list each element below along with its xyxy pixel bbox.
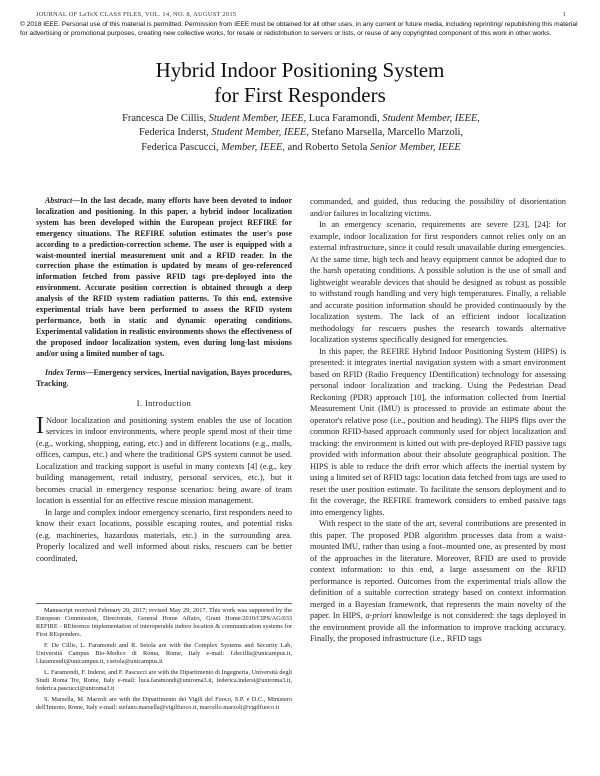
drop-cap: I <box>36 412 44 439</box>
footnotes <box>36 603 292 715</box>
author-text: Stefano Marsella, Marcello Marzoli, <box>308 127 464 139</box>
author-text: Federica Inderst, <box>138 127 212 139</box>
index-terms <box>36 368 292 390</box>
author-list <box>36 112 566 155</box>
index-terms-label: Index Terms <box>45 367 86 377</box>
author-text: Federica Pascucci, <box>141 141 222 153</box>
author-affil: Senior Member, IEEE <box>369 141 461 153</box>
footnote-affiliation-1: F. De Cillis, L. Faramondi and R. Setola are with the Complex Systems and Security Lab, Università Campus Bio-Medico di Roma, Rome, Italy e-mail: f.decillis@unicampus.it, l.faramondi@unicampus.it, r.setola@unicampus.it <box>36 641 292 666</box>
body-text: With respect to the state of the art, several contributions are presented in this paper. The proposed PDR algorithm processes data from a waist-mounted IMU, rather than using a foot–mounted one, as presented by most of the approaches in the literature. Moreover, RFID are used to provide context information: to this end, a large assessment on the RFID performance is reported. Outcomes from the experimental trials allow the definition of a suitable correction strategy based on context information merged in a Bayesian framework, that represents the main novelty of the paper. In HIPS, <box>310 519 566 620</box>
paper-title <box>0 58 600 108</box>
abstract-text: —In the last decade, many efforts have been devoted to indoor localization and positioning. In this paper, a hybrid indoor localization system has been developed within the European project REFIRE for emergency situations. The REFIRE solution estimates the user's pose according to a prediction-correction scheme. The user is equipped with a waist-mounted inertial measurement unit and a RFID reader. In the correction phase the estimation is updated by means of geo-referenced information fetched from passive RFID tags pre-deployed into the environment. Accurate position correction is obtained through a deep analysis of the RFID system radiation patterns. To this end, extensive experimental trials have been performed to assess the RFID system performance, both in static and dynamic operating conditions. Experimental validation in realistic environments shows the effectiveness of the proposed indoor localization system, even during long-last missions and/or using a limited number of tags. <box>36 196 292 358</box>
abstract-label: Abstract <box>45 196 73 205</box>
author-affil: Student Member, IEEE, <box>211 127 309 139</box>
author-text: and Roberto Setola <box>284 141 370 153</box>
footnote-manuscript: Manuscript received February 20, 2017; revised May 29, 2017. This work was supported by the European Commission, Directorate, General Home Affairs, Grant Home/2010/CIPS/AG/033 REFIRE - REference implementation of interoperable indoor location & communication systems for First REsponders. <box>36 607 292 639</box>
body-paragraph-2: In this paper, the REFIRE Hybrid Indoor Positioning System (HIPS) is presented: it integrates inertial navigation system with a smart environment based on RFID (Radio Frequency IDentification) technology for assessing personal indoor localization and tracking. Using the Pedestrian Dead Reckoning (PDR) approach [10], the information collected from Inertial Measurement Unit (IMU) is processed to provide an estimate about the operator's relative pose (i.e., position and heading). The HIPS flips over the common RFID-based approach commonly used for object localization and tracking: the environment is kitted out with pre-deployed RFID passive tags provided with information about their absolute geographical position. The HIPS is able to reduce the drift error which affects the inertial system by using a limited set of RFID tags: location data fetched from tags are used to reset the user position estimate. To facilitate the sensors deployment and to fit the coverage, the REFIRE framework considers to embed passive tags into emergency lights. <box>310 346 566 517</box>
body-paragraph-1: In an emergency scenario, requirements are severe [23], [24]: for example, indoor localization for first responders cannot relies only on an external infrastructure, since it could result unavailable during emergencies. At the same time, high tech and heavy equipment cannot be adopted due to the harsh operating conditions. A possible solution is the use of small and lightweight wearable devices that should be designed as robust as possible to withstand rough handling and very high temperatures. Finally, a reliable and accurate position information should be provided continuously by the localization system. The lack of an efficient indoor localization methodology for rescuers pushes the research towards alternative localization systems specifically designed for emergencies. <box>310 220 566 344</box>
index-terms-text: —Emergency services, Inertial navigation, Bayes procedures, Tracking. <box>36 367 293 388</box>
author-line-1 <box>36 112 566 126</box>
right-column <box>310 196 566 645</box>
body-emphasis: a-priori <box>365 611 393 620</box>
intro-text-1: Ndoor localization and positioning system enables the use of location services in indoor environments, where people spend most of their time (e.g., working, shopping, eating, etc.) and in different locations (e.g., malls, offices, campus, etc.) and where the traditional GPS system cannot be used. Localization and tracking support is useful in many contexts [4] (e.g., key building management, retail industry, personal services, etc.), but it becomes crucial in emergency response scenarios: being aware of team location is essential for an effective rescue mission management. <box>36 415 292 506</box>
author-text: Francesca De Cillis, <box>122 113 209 124</box>
journal-name: JOURNAL OF LaTeX CLASS FILES, VOL. 14, NO. 8, AUGUST 2015 <box>36 11 237 18</box>
author-affil: Member, IEEE, <box>221 141 285 153</box>
footnote-affiliation-2: L. Faramondi, F. Inderst, and F. Pascucci are with the Dipartimento di Ingegneria, Università degli Studi Roma Tre, Rome, Italy e-mail: luca.faramondi@uniroma3.it, federica.inderst@uniroma3.it, federica.pascucci@uniroma3.it <box>36 668 293 693</box>
author-text: Luca Faramondi, <box>306 113 383 124</box>
author-affil: Student Member, IEEE, <box>208 113 307 124</box>
section-heading: I. Introduction <box>136 399 192 409</box>
abstract <box>36 196 292 360</box>
intro-paragraph-1 <box>36 412 292 507</box>
body-paragraph-3 <box>310 518 566 645</box>
copyright-notice: © 2018 IEEE. Personal use of this material is permitted. Permission from IEEE must be obtained for all other uses, in any current or future media, including reprinting/ republishing this material for advertising or promotional purposes, creating new collective works, for resale or redistribution to servers or lists, or reuse of any copyrighted component of this work in other works. <box>20 21 578 37</box>
body-text: knowledge is not considered: the tags deployed in the environment provide all the information to improve tracking accuracy. Finally, the proposed infrastructure (i.e., RFID tags <box>310 611 566 643</box>
footnote-rule <box>36 603 292 604</box>
author-line-2 <box>36 126 566 140</box>
left-column <box>36 196 292 564</box>
page-number: 1 <box>562 11 566 18</box>
title-line-2: for First Responders <box>214 83 386 107</box>
author-affil: Student Member, IEEE, <box>382 113 480 124</box>
footnote-affiliation-3: S. Marsella, M. Marzoli are with the Dipartimento dei Vigili del Fuoco, S.P. e D.C., Ministero dell'Interno, Rome, Italy e-mail: stefano.marsella@vigilfuoco.it, marcello.marzoli@vigilfuoco.it <box>36 695 292 711</box>
body-paragraph-0: commanded, and guided, thus reducing the possibility of disorientation and/or failures in localizing victims. <box>310 197 566 218</box>
author-line-3 <box>36 141 566 155</box>
intro-paragraph-2: In large and complex indoor emergency scenario, first responders need to know their exact locations, possible escaping routes, and potential risks (e.g. machineries, hazardous materials, etc.) in the surrounding area. Properly localized and well informed about risks, rescuers can be better coordinated, <box>36 507 292 563</box>
title-line-1: Hybrid Indoor Positioning System <box>155 58 445 82</box>
